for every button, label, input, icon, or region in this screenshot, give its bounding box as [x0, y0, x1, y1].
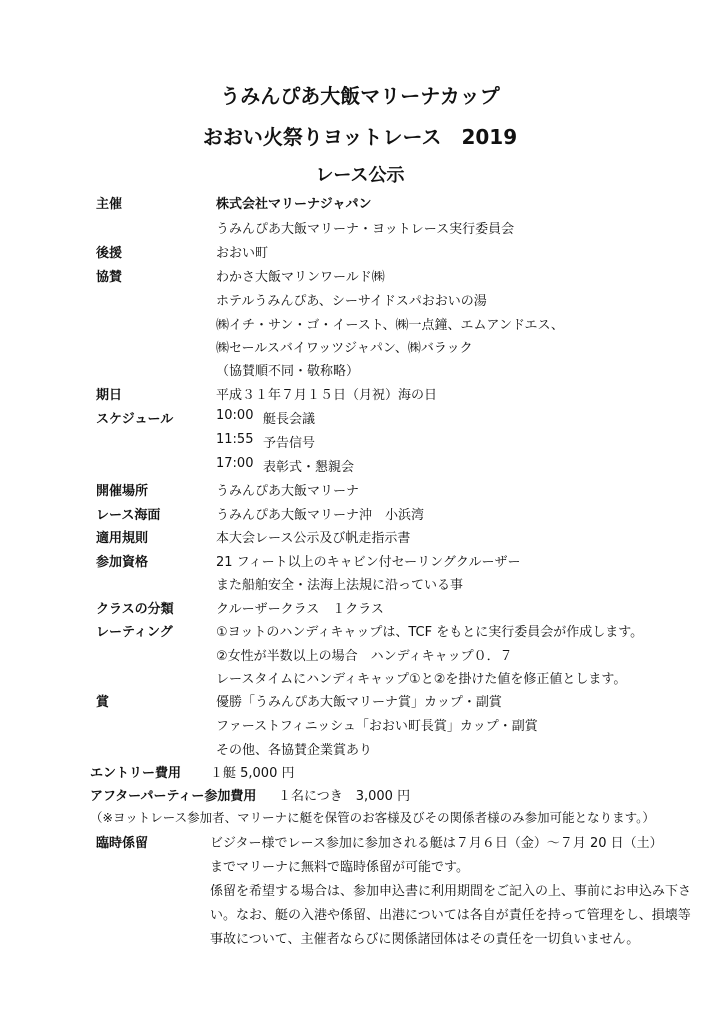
label-prizes: 賞 [96, 695, 110, 710]
label-organizer: 主催 [96, 197, 123, 212]
label-schedule: スケジュール [96, 412, 174, 427]
schedule-event: 艇長会議 [263, 412, 316, 427]
organizer-company: 株式会社マリーナジャパン [216, 197, 372, 212]
entry-fee-value: １艇 5,000 円 [210, 766, 295, 781]
venue-value: うみんぴあ大飯マリーナ [216, 484, 360, 499]
label-race-area: レース海面 [96, 508, 161, 523]
organizer-committee: うみんぴあ大飯マリーナ・ヨットレース実行委員会 [216, 222, 515, 237]
mooring-line: ビジター様でレース参加に参加される艇は７月６日（金）～７月 20 日（土） [210, 836, 663, 851]
mooring-line: までマリーナに無料で臨時係留が可能です。 [210, 860, 469, 875]
rating-line: レースタイムにハンディキャップ①と②を掛けた値を修正値とします。 [216, 672, 627, 687]
mooring-line: 係留を希望する場合は、参加申込書に利用期間をご記入の上、事前にお申込み下さ [210, 884, 692, 899]
sponsor-line: ホテルうみんぴあ、シーサイドスパおおいの湯 [216, 294, 487, 309]
label-rules: 適用規則 [96, 531, 149, 546]
sponsor-line: ㈱セールスバイワッツジャパン、㈱バラック [216, 341, 473, 356]
party-fee-value: １名につき 3,000 円 [278, 789, 411, 804]
sponsor-line: わかさ大飯マリンワールド㈱ [216, 270, 385, 285]
label-date: 期日 [96, 388, 123, 403]
party-note: （※ヨットレース参加者、マリーナに艇を保管のお客様及びその関係者様のみ参加可能となります。） [90, 810, 655, 825]
label-support: 後援 [96, 246, 123, 261]
schedule-time: 17:00 [216, 456, 254, 471]
support-value: おおい町 [216, 246, 269, 261]
label-temp-mooring: 臨時係留 [96, 836, 149, 851]
eligibility-line: また船舶安全・法海上法規に沿っている事 [216, 578, 464, 593]
prize-line: その他、各協賛企業賞あり [216, 743, 373, 758]
mooring-line: い。なお、艇の入港や係留、出港については各自が責任を持って管理をし、損壊等 [210, 908, 691, 923]
title-cup-name: うみんぴあ大飯マリーナカップ [220, 84, 500, 108]
prize-line: ファーストフィニッシュ「おおい町長賞」カップ・副賞 [216, 719, 538, 734]
label-class: クラスの分類 [96, 602, 174, 617]
title-notice: レース公示 [315, 165, 405, 186]
schedule-event: 予告信号 [263, 436, 316, 451]
label-sponsors: 協賛 [96, 270, 123, 285]
schedule-time: 10:00 [216, 408, 254, 423]
class-value: クルーザークラス １クラス [216, 602, 384, 617]
mooring-line: 事故について、主催者ならびに関係諸団体はその責任を一切負いません。 [210, 932, 640, 947]
label-venue: 開催場所 [96, 484, 149, 499]
rating-line: ②女性が半数以上の場合 ハンディキャップ０．７ [216, 649, 513, 664]
rules-value: 本大会レース公示及び帆走指示書 [216, 531, 411, 546]
label-party-fee: アフターパーティー参加費用 [90, 789, 257, 804]
label-rating: レーティング [96, 625, 173, 640]
rating-line: ①ヨットのハンディキャップは、TCF をもとに実行委員会が作成します。 [216, 625, 644, 640]
title-race-name: おおい火祭りヨットレース 2019 [202, 125, 518, 149]
date-value: 平成３１年７月１５日（月祝）海の日 [216, 388, 438, 403]
label-entry-fee: エントリー費用 [90, 766, 182, 781]
schedule-event: 表彰式・懇親会 [263, 460, 355, 475]
label-eligibility: 参加資格 [96, 555, 149, 570]
schedule-time: 11:55 [216, 432, 254, 447]
sponsor-note: （協賛順不同・敬称略） [216, 364, 360, 379]
sponsor-line: ㈱イチ・サン・ゴ・イースト、㈱一点鐘、エムアンドエス、 [216, 318, 564, 333]
eligibility-line: 21 フィート以上のキャビン付セーリングクルーザー [216, 555, 521, 570]
prize-line: 優勝「うみんぴあ大飯マリーナ賞」カップ・副賞 [216, 695, 502, 710]
race-area-value: うみんぴあ大飯マリーナ沖 小浜湾 [216, 508, 425, 523]
